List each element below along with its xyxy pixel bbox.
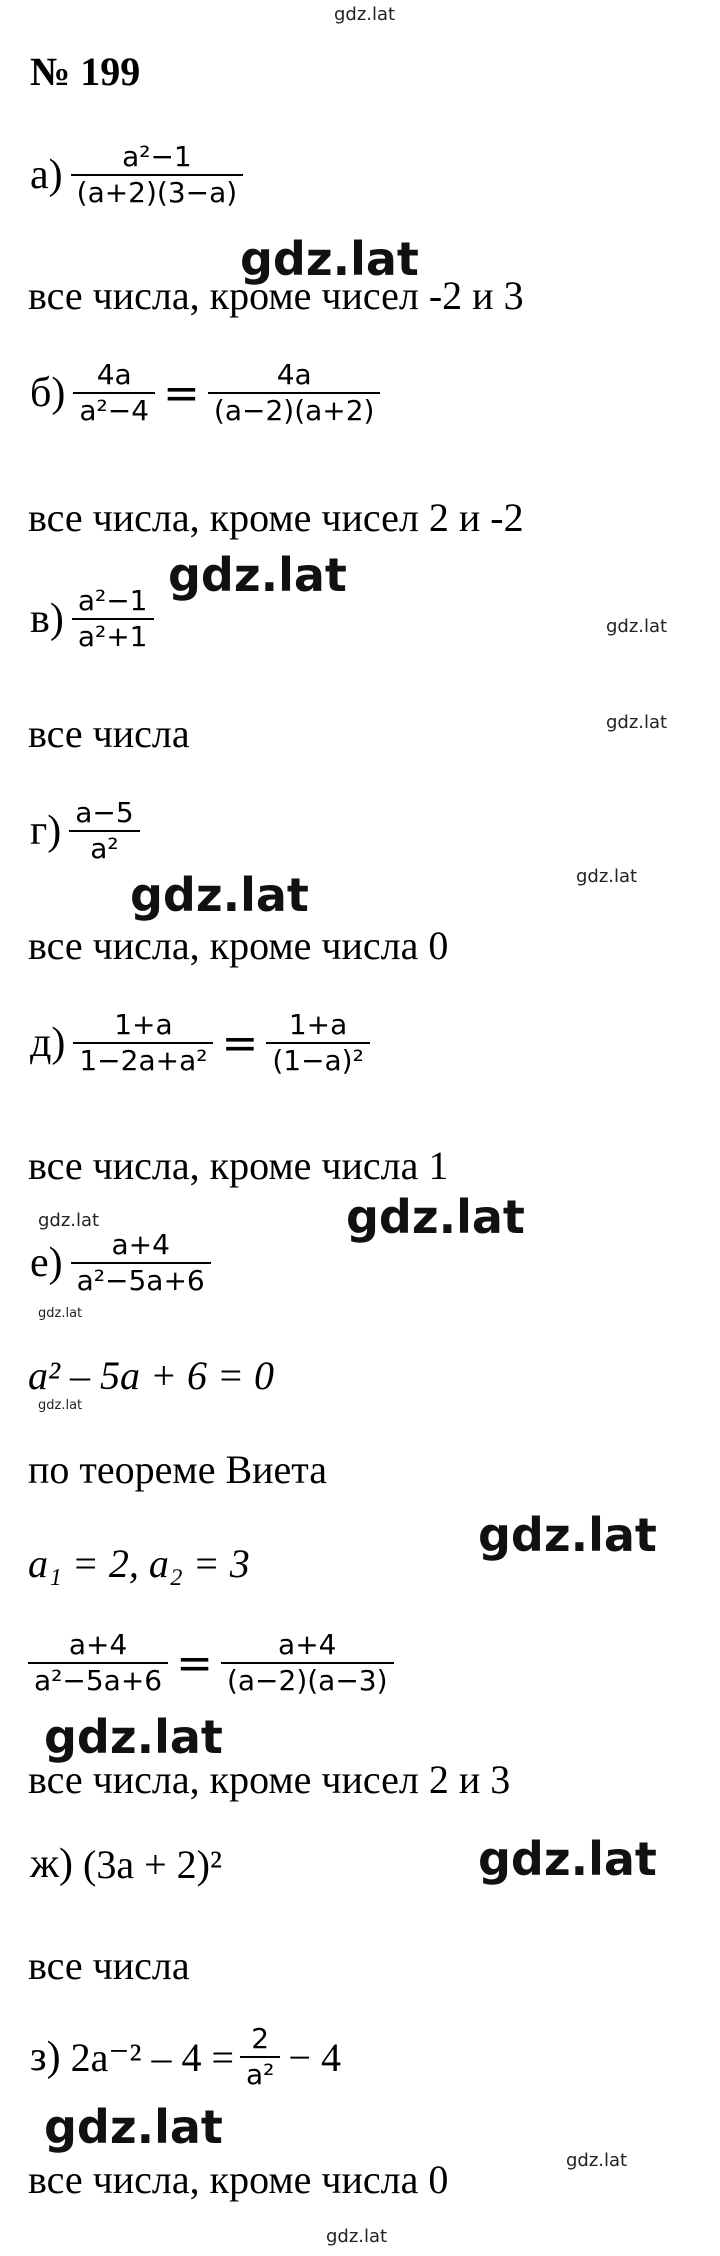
watermark: gdz.lat xyxy=(240,232,419,286)
watermark: gdz.lat xyxy=(44,1710,223,1764)
item-e-equation: a² – 5a + 6 = 0 xyxy=(28,1353,274,1398)
item-label: д) xyxy=(30,1020,66,1066)
fraction: $\frac{a+4}{(a-2)(a-3)}$ xyxy=(221,1628,394,1698)
expression: (3a + 2)² xyxy=(83,1841,222,1887)
watermark: gdz.lat xyxy=(576,866,638,887)
item-zh-answer: все числа xyxy=(28,1943,190,1988)
watermark: gdz.lat xyxy=(566,2150,628,2171)
item-b-answer: все числа, кроме чисел 2 и -2 xyxy=(28,495,524,540)
item-label: б) xyxy=(30,370,66,416)
item-label: в) xyxy=(30,596,64,642)
watermark: gdz.lat xyxy=(38,1306,83,1321)
item-zh-expression xyxy=(30,1840,222,1888)
item-e-identity: $\frac{a+4}{\text{a²−5a+6}}$ = $\frac{a+4}{(a-2)(a-3)}$ xyxy=(28,1628,394,1698)
item-label: е) xyxy=(30,1240,63,1286)
watermark: gdz.lat xyxy=(44,2100,223,2154)
fraction: $\frac{4a}{\text{a²−4}}$ xyxy=(73,358,155,428)
item-d-answer: все числа, кроме числа 1 xyxy=(28,1143,449,1188)
problem-title: № 199 xyxy=(30,49,141,94)
watermark: gdz.lat xyxy=(334,4,396,25)
fraction: $\frac{2}{\text{a²}}$ xyxy=(240,2022,280,2092)
item-e-answer: все числа, кроме чисел 2 и 3 xyxy=(28,1757,511,1802)
watermark: gdz.lat xyxy=(346,1190,525,1244)
item-label: з) xyxy=(30,2034,61,2080)
item-z-answer: все числа, кроме числа 0 xyxy=(28,2157,449,2202)
fraction: $\frac{a+4}{\text{a²−5a+6}}$ xyxy=(71,1228,211,1298)
item-a-answer: все числа, кроме чисел -2 и 3 xyxy=(28,273,524,318)
expression: 2a⁻² – 4 = xyxy=(70,2034,234,2080)
item-a-expression xyxy=(30,140,243,210)
watermark: gdz.lat xyxy=(38,1210,100,1231)
expression-tail: − 4 xyxy=(288,2034,341,2080)
item-e-roots: a₁ = 2, a₂ = 3 xyxy=(28,1541,250,1586)
item-g-answer: все числа, кроме числа 0 xyxy=(28,923,449,968)
item-label: г) xyxy=(30,808,62,854)
item-e-expression xyxy=(30,1228,211,1298)
fraction: $\frac{1+a}{\text{(1−a)²}}$ xyxy=(266,1008,370,1078)
item-v-expression xyxy=(30,584,154,654)
fraction: $\frac{\text{a²−1}}{\text{a²+1}}$ xyxy=(72,584,154,654)
fraction: $\frac{\text{a²−1}}{(a+2)(3-a)}$ xyxy=(71,140,244,210)
fraction: $\frac{4a}{(a-2)(a+2)}$ xyxy=(208,358,381,428)
item-g-expression xyxy=(30,796,140,866)
item-b-expression: б) $\frac{4a}{\text{a²−4}}$ = $\frac{4a}{(a-2)(a+2)}$ xyxy=(30,358,380,428)
watermark: gdz.lat xyxy=(326,2226,388,2247)
watermark: gdz.lat xyxy=(168,548,347,602)
watermark: gdz.lat xyxy=(478,1508,657,1562)
item-label: ж) xyxy=(30,1841,74,1887)
watermark: gdz.lat xyxy=(606,712,668,733)
item-v-answer: все числа xyxy=(28,711,190,756)
item-d-expression: д) $\frac{1+a}{\text{1−2a+a²}}$ = $\frac{1+a}{\text{(1−a)²}}$ xyxy=(30,1008,370,1078)
fraction: $\frac{a+4}{\text{a²−5a+6}}$ xyxy=(28,1628,168,1698)
item-label: а) xyxy=(30,152,63,198)
watermark: gdz.lat xyxy=(38,1398,83,1413)
fraction: $\frac{a-5}{\text{a²}}$ xyxy=(69,796,139,866)
fraction: $\frac{1+a}{\text{1−2a+a²}}$ xyxy=(73,1008,213,1078)
watermark: gdz.lat xyxy=(130,868,309,922)
item-e-vieta: по теореме Виета xyxy=(28,1447,328,1492)
watermark: gdz.lat xyxy=(606,616,668,637)
item-z-expression xyxy=(30,2022,341,2092)
watermark: gdz.lat xyxy=(478,1832,657,1886)
